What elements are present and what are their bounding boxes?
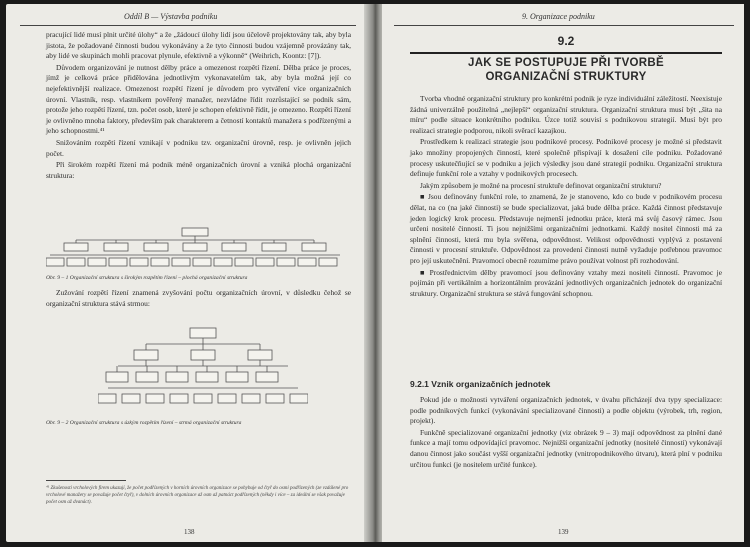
- chapter-number: 9.2: [557, 34, 575, 48]
- left-running-head: Oddíl B — Výstavba podniku: [124, 12, 218, 21]
- left-paragraph-1: pracující lidé musí plnit určité úlohy“ a že „žádoucí úlohy lidí jsou účelově projektovány tak, aby byla jistota, že požadované činnosti budou vykonávány a že tyto činnosti budou vzájemně provázány tak, aby lidé ve skupinách mohli pracovat plynule, efektivně a výkonně“ (Weihrich, Koontz: [7]).: [46, 30, 351, 61]
- left-body-text-2: [46, 288, 351, 310]
- right-paragraph-2: Prostředkem k realizaci strategie jsou podnikové procesy. Podnikové procesy je možné si představit jako množiny propojených činností, které společně přispívají k dosažení cíle podniku. Požadované procesy uskutečňující se v podniku a jejich výsledky jsou dané strategií podniku. Organizační struktura definuje funkční role a vztahy v podnikových procesech.: [410, 137, 722, 179]
- left-paragraph-4: Při širokém rozpětí řízení má podnik méně organizačních úrovní a vzniká plochá organizační struktura:: [46, 160, 351, 180]
- right-page: [382, 4, 744, 542]
- figure-caption-9-1: Obr. 9 – 1 Organizační struktura s širokým rozpětím řízení – plochá organizační struktura: [46, 275, 248, 281]
- steep-org-chart: [98, 326, 308, 412]
- left-header-rule: [20, 25, 356, 26]
- chapter-title-line-2: ORGANIZAČNÍ STRUKTURY: [485, 71, 647, 83]
- right-paragraph-1: Tvorba vhodné organizační struktury pro konkrétní podnik je ryze individuální záležitostí. Neexistuje žádná univerzálně použitelná „nejlepší“ organizační struktura. Organizační struktura musí být „šita na míru“ podle situace konkrétního podniku. Úzce totiž souvisí s podnikovou strategií. Musí být pro realizaci strategie podporou, nikoli svěrací kazajkou.: [410, 94, 722, 135]
- chapter-title-line-1: JAK SE POSTUPUJE PŘI TVORBĚ: [468, 57, 664, 69]
- section-paragraph-1: Pokud jde o možnosti vytváření organizačních jednotek, v úvahu přicházejí dva typy specializace: podle podnikových funkcí (vykonávání specializované činnosti) a podle objektu (výrobek, trh, region, projekt).: [410, 395, 722, 426]
- left-paragraph-3: Snižováním rozpětí řízení vznikají v podniku tzv. organizační úrovně, resp. je ovlivněn jejich počet.: [46, 137, 351, 158]
- right-section-text: [410, 395, 722, 471]
- right-paragraph-4: ■ Jsou definovány funkční role, to znamená, že je stanoveno, kdo co bude v podnikovém procesu dělat, na co (na jaké činnosti) se bude specializovat, jaká bude dělba práce. Každá činnost představuje jeden logický krok procesu. Představuje nejmenší jednotku práce, která má svůj časový rámec. Jsou určeni nositelé činností. Ti jsou nejnižšími organizačními jednotkami. Každý nositel činnosti má za splnění činnosti, která mu byla svěřena, odpovědnost. Velikost odpovědnosti vyplývá z postavení činnosti v procesní struktuře. Odpovědnost za provedení činnosti nutně vyžaduje potřebnou pravomoc pro její uskutečnění. Pravomocí obecně rozumíme právo používat volnost při rozhodování.: [410, 192, 722, 265]
- flat-org-chart: [46, 226, 346, 272]
- left-page-number: 138: [184, 528, 195, 536]
- footnote-rule: [46, 480, 126, 481]
- left-paragraph-2: Důvodem organizování je nutnost dělby práce a omezenost rozpětí řízení. Dělba práce je proces, jímž je celková práce přidělována jednotlivým vykonavatelům tak, aby byla možná její co nejefektivnější realizace. Omezenost rozpětí řízení je důvodem pro vytváření více organizačních úrovní. Vlastník, resp. vlastníkem pověřený manažer, nezvládne řídit rozrůstající se podnik sám, protože jeho rozpětí řízení, tzn. počet osob, které je schopen efektivně řídit, je omezeno. Rozpětí řízení je ovlivněno mnoha faktory, především pak charakterem a četností kontaktů manažera s podřízenými a jeho schopnostmi.⁴¹: [46, 62, 351, 136]
- left-paragraph-5: Zužování rozpětí řízení znamená zvyšování počtu organizačních úrovní, v důsledku čehož se organizační struktura stává strmou:: [46, 288, 351, 308]
- section-paragraph-2: Funkčně specializované organizační jednotky (viz obrázek 9 – 3) mají odpovědnost za plnění dané funkce a mají tomu odpovídající pravomoc. Nejnižší organizační jednotky (nositelé činností) vykonávají danou činnost jako součást vyšší organizační jednotky (vnitropodnikového útvaru), která plní v podniku určitou funkci (je nositelem určité funkce).: [410, 427, 722, 469]
- right-running-head: 9. Organizace podniku: [522, 12, 595, 21]
- right-paragraph-5: ■ Prostřednictvím dělby pravomocí jsou definovány vztahy mezi nositeli činností. Pravomoc je pojímán při vertikálním a horizontálním provázání jednotlivých organizačních jednotek do organizační struktury. Organizační struktura se stává fungování schopnou.: [410, 267, 722, 298]
- chapter-title-rule: [410, 52, 722, 54]
- left-body-text: [46, 30, 351, 182]
- right-paragraph-3: Jakým způsobem je možné na procesní struktuře definovat organizační strukturu?: [420, 180, 662, 190]
- right-page-number: 139: [558, 528, 569, 536]
- figure-caption-9-2: Obr. 9 – 2 Organizační struktura s úzkým rozpětím řízení – strmá organizační struktura: [46, 420, 242, 426]
- section-title: 9.2.1 Vznik organizačních jednotek: [410, 379, 551, 389]
- right-header-rule: [394, 25, 734, 26]
- right-body-text: [410, 94, 722, 300]
- left-page: [6, 4, 368, 542]
- footnote: ⁴¹ Zkušenosti vrcholových firem ukazují, že počet podřízených v horních úrovních organizace se pohybuje od čtyř do osmi podřízených (ze vzdálené pro vrcholové manažery se považuje počet čtyř), v dolních úrovních organizace až osm až patnáct podřízených (někdy i více – za ideální se však považuje počet osm až dvanáct).: [46, 486, 349, 505]
